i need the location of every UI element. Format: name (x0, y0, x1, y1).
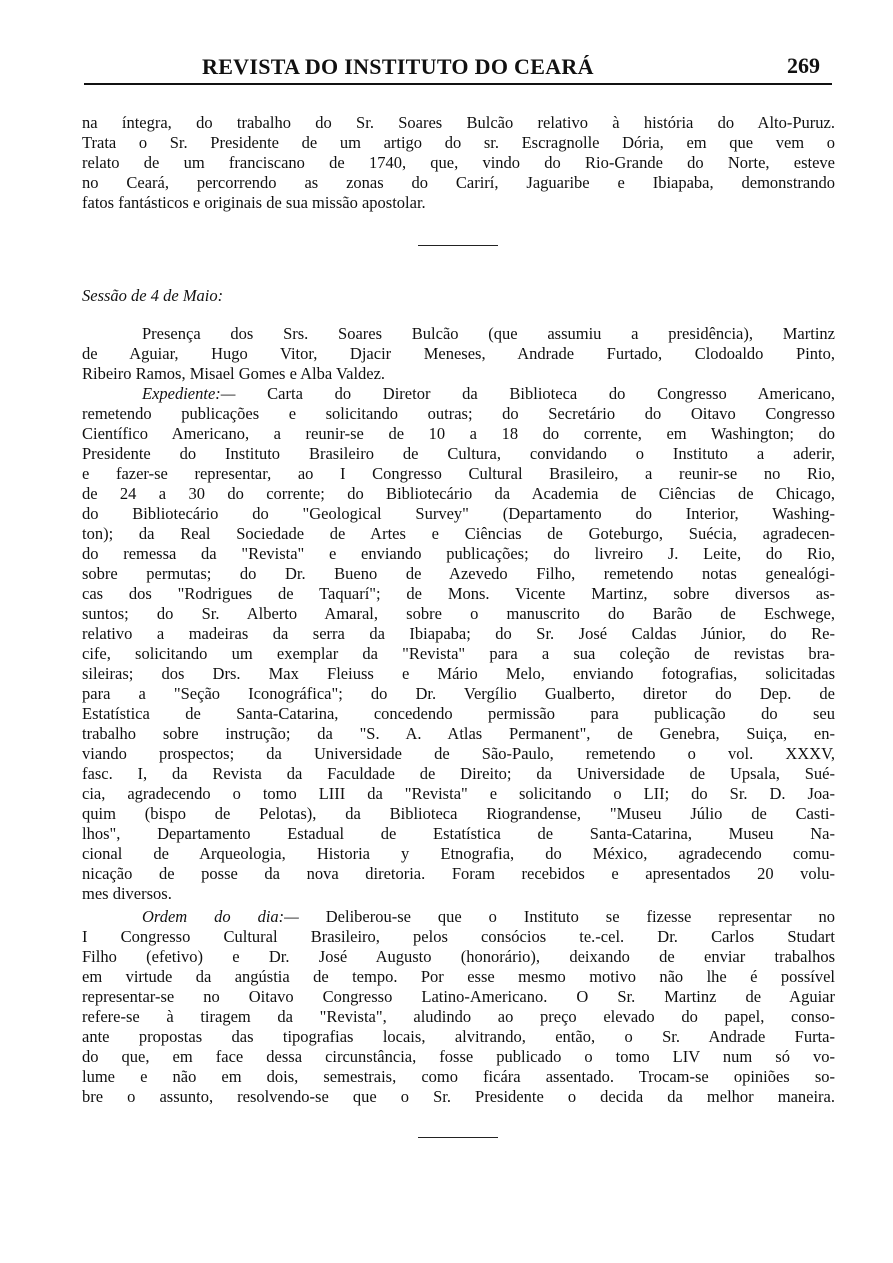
text-line: I Congresso Cultural Brasileiro, pelos consócios te.-cel. Dr. Carlos Studart (82, 927, 835, 946)
header-divider (84, 83, 832, 85)
text-line: Científico Americano, a reunir-se de 10 a 18 do corrente, em Washington; do (82, 424, 835, 443)
text-line: na íntegra, do trabalho do Sr. Soares Bulcão relativo à história do Alto-Puruz. (82, 113, 835, 132)
text-line: relato de um franciscano de 1740, que, vindo do Rio-Grande do Norte, esteve (82, 153, 835, 172)
text-line: do remessa da "Revista" e enviando publicações; do livreiro J. Leite, do Rio, (82, 544, 835, 563)
text-line: cife, solicitando um exemplar da "Revista" para a sua coleção de revistas bra- (82, 644, 835, 663)
section-divider (418, 1137, 498, 1138)
text-line: fatos fantásticos e originais de sua missão apostolar. (82, 193, 426, 212)
text-line: sileiras; dos Drs. Max Fleiuss e Mário Melo, enviando fotografias, solicitadas (82, 664, 835, 683)
text-line: Presença dos Srs. Soares Bulcão (que assumiu a presidência), Martinz (142, 324, 835, 343)
text-line: Estatística de Santa-Catarina, concedendo permissão para publicação do seu (82, 704, 835, 723)
text-line: do que, em face dessa circunstância, fosse publicado o tomo LIV num só vo- (82, 1047, 835, 1066)
expediente-label: Expediente:— (142, 384, 236, 403)
text-line: suntos; do Sr. Alberto Amaral, sobre o manuscrito do Barão de Eschwege, (82, 604, 835, 623)
ordem-do-dia-label: Ordem do dia:— (142, 907, 299, 926)
text-line: representar-se no Oitavo Congresso Latino-Americano. O Sr. Martinz de Aguiar (82, 987, 835, 1006)
text-line: bre o assunto, resolvendo-se que o Sr. Presidente o decida da melhor maneira. (82, 1087, 835, 1106)
text-run: Carta do Diretor da Biblioteca do Congresso Americano, (235, 384, 835, 403)
text-line: Ribeiro Ramos, Misael Gomes e Alba Valdez. (82, 364, 386, 383)
text-run: Deliberou-se que o Instituto se fizesse representar no (298, 907, 835, 926)
text-line: nicação de posse da nova diretoria. Foram recebidos e apresentados 20 volu- (82, 864, 835, 883)
running-header (84, 50, 832, 84)
text-line: ante propostas das tipografias locais, alvitrando, então, o Sr. Andrade Furta- (82, 1027, 835, 1046)
text-line: lume e não em dois, semestrais, como ficára assentado. Trocam-se opiniões so- (82, 1067, 835, 1086)
text-line (142, 384, 835, 404)
text-line: Filho (efetivo) e Dr. José Augusto (honorário), deixando de enviar trabalhos (82, 947, 835, 966)
text-line: Trata o Sr. Presidente de um artigo do sr. Escragnolle Dória, em que vem o (82, 133, 835, 152)
text-line: mes diversos. (82, 884, 172, 903)
text-line: de Aguiar, Hugo Vitor, Djacir Meneses, Andrade Furtado, Clodoaldo Pinto, (82, 344, 835, 363)
text-line: fasc. I, da Revista da Faculdade de Direito; da Universidade de Upsala, Sué- (82, 764, 835, 783)
text-line: ton); da Real Sociedade de Artes e Ciências de Goteburgo, Suécia, agradecen- (82, 524, 835, 543)
page-number: 269 (787, 53, 820, 78)
text-line: de 24 a 30 do corrente; do Bibliotecário da Academia de Ciências de Chicago, (82, 484, 835, 503)
text-line: lhos", Departamento Estadual de Estatística de Santa-Catarina, Museu Na- (82, 824, 835, 843)
text-line: relativo a madeiras da serra da Ibiapaba; do Sr. José Caldas Júnior, do Re- (82, 624, 835, 643)
session-heading: Sessão de 4 de Maio: (82, 286, 224, 305)
text-line: refere-se à tiragem da "Revista", aludindo ao preço elevado do papel, conso- (82, 1007, 835, 1026)
text-line: cas dos "Rodrigues de Taquarí"; de Mons. Vicente Martinz, sobre diversos as- (82, 584, 835, 603)
text-line: cia, agradecendo o tomo LIII da "Revista" e solicitando o LII; do Sr. D. Joa- (82, 784, 835, 803)
journal-title: REVISTA DO INSTITUTO DO CEARÁ (202, 54, 594, 79)
text-line: em virtude da angústia de tempo. Por esse mesmo motivo não lhe é possível (82, 967, 835, 986)
text-line: e fazer-se representar, ao I Congresso Cultural Brasileiro, a reunir-se no Rio, (82, 464, 835, 483)
text-line: trabalho sobre instrução; da "S. A. Atlas Permanent", de Genebra, Suiça, en- (82, 724, 835, 743)
text-line: para a "Seção Iconográfica"; do Dr. Vergílio Gualberto, diretor do Dep. de (82, 684, 835, 703)
section-divider (418, 245, 498, 246)
text-line: cional de Arqueologia, Historia y Etnografia, do México, agradecendo comu- (82, 844, 835, 863)
text-line: no Ceará, percorrendo as zonas do Carirí, Jaguaribe e Ibiapaba, demonstrando (82, 173, 835, 192)
text-line: Presidente do Instituto Brasileiro de Cultura, convidando o Instituto a aderir, (82, 444, 835, 463)
text-line (142, 907, 835, 927)
text-line: remetendo publicações e solicitando outras; do Secretário do Oitavo Congresso (82, 404, 835, 423)
text-line: do Bibliotecário do "Geological Survey" (Departamento do Interior, Washing- (82, 504, 835, 523)
text-line: quim (bispo de Pelotas), da Biblioteca Riograndense, "Museu Júlio de Casti- (82, 804, 835, 823)
text-line: viando prospectos; da Universidade de São-Paulo, remetendo o vol. XXXV, (82, 744, 835, 763)
text-line: sobre permutas; do Dr. Bueno de Azevedo Filho, remetendo notas genealógi- (82, 564, 835, 583)
